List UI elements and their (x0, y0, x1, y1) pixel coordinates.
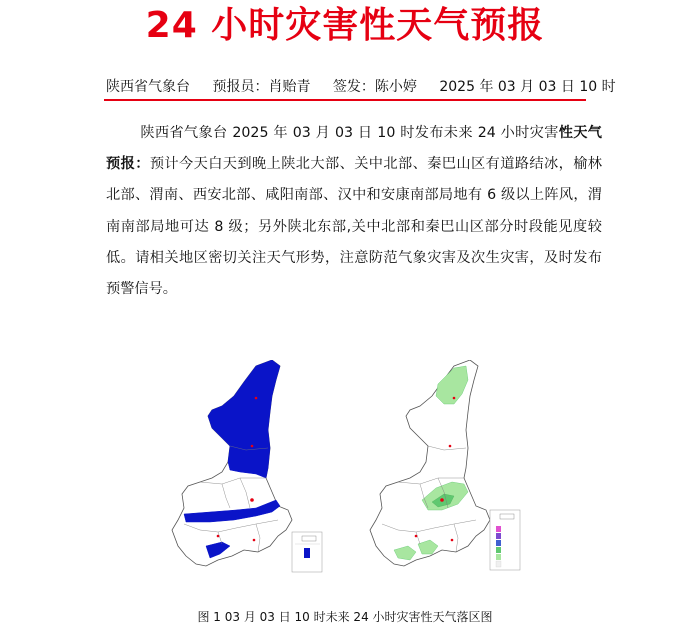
issuer-name: 签发：陈小婷 (332, 79, 417, 95)
right-map-legend (490, 510, 520, 570)
right-map (370, 360, 520, 570)
issue-info-line (106, 78, 616, 96)
left-map-legend (292, 532, 322, 572)
left-map-north-ice-zone (208, 360, 280, 478)
page-title: 24 小时灾害性天气预报 (145, 5, 545, 46)
right-map-province (370, 360, 490, 566)
left-map (172, 360, 322, 572)
forecast-paragraph (106, 118, 602, 305)
forecast-text: 预计今天白天到晚上陕北大部、关中北部、秦巴山区有道路结冰，榆林北部、渭南、西安北部、咸阳南部、汉中和安康南部局地有 6 级以上阵风，渭南南部局地可达 8 级；另外陕北东部,关中北部和秦巴山区部分时段能见度较低。请相关地区密切关注天气形势，注意防范气象灾害及次生灾害，及时发布预警信号。 (106, 156, 602, 298)
header-divider (104, 99, 586, 101)
figure-caption: 图 1 03 月 03 日 10 时未来 24 小时灾害性天气落区图 (197, 610, 493, 624)
agency-name: 陕西省气象台 (106, 79, 190, 95)
forecast-maps-figure (160, 360, 540, 575)
issue-datetime: 2025 年 03 月 03 日 10 时 (439, 79, 616, 95)
forecaster-name: 预报员：肖贻青 (212, 79, 311, 95)
forecast-lead: 陕西省气象台 2025 年 03 月 03 日 10 时发布未来 24 小时灾害 (140, 125, 559, 141)
forecast-maps-svg (160, 360, 540, 575)
forecast-label: 性天气预报： (106, 125, 602, 173)
